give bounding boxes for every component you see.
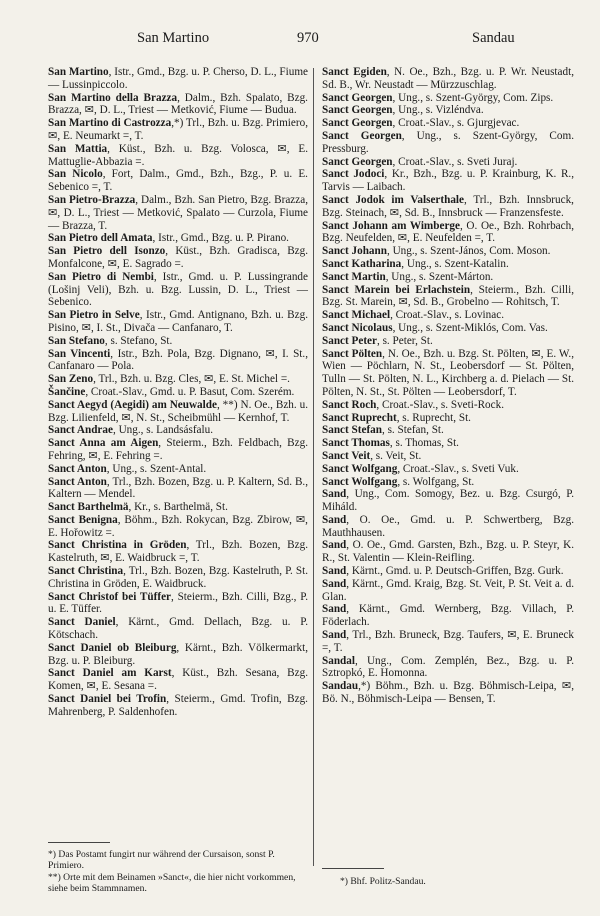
footnote-separator-right [322, 868, 384, 869]
gazetteer-entry: San Martino della Brazza, Dalm., Bzh. Spalato, Bzg. Brazza, ✉, D. L., Triest — Metković, Fiume — Budua. [48, 91, 308, 117]
gazetteer-entry: Sanct Georgen, Croat.-Slav., s. Gjurgjevac. [322, 117, 520, 130]
gazetteer-entry: Sanct Jodok im Valserthale, Trl., Bzh. Innsbruck, Bzg. Steinach, ✉, Sd. B., Innsbruck — Franzensfeste. [322, 193, 574, 219]
gazetteer-entry: Sanct Christina in Gröden, Trl., Bzh. Bozen, Bzg. Kastelruth, ✉, E. Waidbruck =, T. [48, 539, 309, 565]
gazetteer-entry: Sand, Ung., Com. Somogy, Bez. u. Bzg. Csurgó, P. Miháld. [322, 488, 574, 514]
gazetteer-entry: Sanct Anton, Trl., Bzh. Bozen, Bzg. u. P. Kaltern, Sd. B., Kaltern — Mendel. [48, 475, 308, 501]
gazetteer-entry: Sanct Georgen, Croat.-Slav., s. Sveti Juraj. [322, 155, 518, 168]
gazetteer-entry: Sanct Barthelmä, Kr., s. Barthelmä, St. [48, 501, 228, 514]
gazetteer-entry: Sanct Ruprecht, s. Ruprecht, St. [322, 411, 471, 424]
gazetteer-entry: Sanct Johann, Ung., s. Szent-János, Com. Moson. [322, 245, 551, 258]
gazetteer-entry: Sanct Egiden, N. Oe., Bzh., Bzg. u. P. Wr. Neustadt, Sd. B., Wr. Neustadt — Mürzzuschlag. [322, 66, 574, 91]
gazetteer-entry: Sand, Kärnt., Gmd. u. P. Deutsch-Griffen, Bzg. Gurk. [322, 565, 564, 578]
gazetteer-entry: Sanct Christina, Trl., Bzh. Bozen, Bzg. Kastelruth, P. St. Christina in Gröden, E. Waidbruck. [48, 565, 308, 590]
header-left-term: San Martino [137, 30, 210, 46]
gazetteer-entry: Sanct Martin, Ung., s. Szent-Márton. [322, 270, 494, 283]
gazetteer-entry: Sanct Andrae, Ung., s. Landsásfalu. [48, 424, 214, 437]
gazetteer-entry: Sanct Georgen, Ung., s. Vizléndva. [322, 104, 484, 117]
gazetteer-entry: Sanct Nicolaus, Ung., s. Szent-Miklós, Com. Vas. [322, 321, 548, 334]
gazetteer-entry: San Zeno, Trl., Bzh. u. Bzg. Cles, ✉, E. St. Michel =. [48, 373, 290, 386]
gazetteer-entry: Sanct Benigna, Böhm., Bzh. Rokycan, Bzg. Zbirow, ✉, E. Hořowitz =. [48, 513, 308, 539]
gazetteer-entry: Sanct Anna am Aigen, Steierm., Bzh. Feldbach, Bzg. Fehring, ✉, E. Fehring =. [48, 437, 308, 462]
header-right-term: Sandau [472, 30, 515, 46]
page-number: 970 [297, 30, 319, 46]
gazetteer-entry: Sanct Thomas, s. Thomas, St. [322, 437, 459, 450]
gazetteer-entry: San Stefano, s. Stefano, St. [48, 334, 173, 347]
gazetteer-entry: Sanct Christof bei Tüffer, Steierm., Bzh. Cilli, Bzg., P. u. E. Tüffer. [48, 590, 308, 616]
gazetteer-entry: Sand, Kärnt., Gmd. Wernberg, Bzg. Villach, P. Föderlach. [322, 603, 574, 629]
gazetteer-entry: Sanct Wolfgang, s. Wolfgang, St. [322, 475, 475, 488]
gazetteer-entry: San Martino, Istr., Gmd., Bzg. u. P. Cherso, D. L., Fiume — Lussinpiccolo. [48, 66, 308, 91]
gazetteer-entry: Sanct Anton, Ung., s. Szent-Antal. [48, 462, 207, 475]
footnote-separator-left [48, 842, 110, 843]
right-column [322, 66, 574, 706]
gazetteer-entry: Sanct Wolfgang, Croat.-Slav., s. Sveti Vuk. [322, 462, 519, 475]
gazetteer-entry: Sanct Katharina, Ung., s. Szent-Katalin. [322, 257, 509, 270]
gazetteer-entry: San Pietro-Brazza, Dalm., Bzh. San Pietro, Bzg. Brazza, ✉, D. L., Triest — Metković, Spalato — Curzola, Fiume — Brazza, T. [48, 193, 309, 232]
gazetteer-entry: Sanct Daniel am Karst, Küst., Bzh. Sesana, Bzg. Komen, ✉, E. Sesana =. [48, 667, 308, 693]
gazetteer-entry: Sand, O. Oe., Gmd. Garsten, Bzh., Bzg. u. P. Steyr, K. R., St. Valentin — Klein-Reifling. [322, 539, 574, 565]
gazetteer-entry: San Pietro dell Isonzo, Küst., Bzh. Gradisca, Bzg. Monfalcone, ✉, E. Sagrado =. [48, 245, 309, 270]
footnote: **) Orte mit dem Beinamen »Sanct«, die hier nicht vorkommen, siehe beim Stammnamen. [48, 871, 296, 895]
gazetteer-entry: Sand, Kärnt., Gmd. Kraig, Bzg. St. Veit, P. St. Veit a. d. Glan. [322, 577, 574, 603]
gazetteer-entry: Sandau,*) Böhm., Bzh. u. Bzg. Böhmisch-Leipa, ✉, Bö. N., Böhmisch-Leipa — Bensen, T. [322, 680, 574, 706]
gazetteer-entry: Sanct Marein bei Erlachstein, Steierm., Bzh. Cilli, Bzg. St. Marein, ✉, Sd. B., Grobelno — Rohitsch, T. [322, 283, 574, 309]
gazetteer-entry: Šančine, Croat.-Slav., Gmd. u. P. Basut, Com. Szerém. [48, 385, 295, 398]
gazetteer-entry: Sanct Pölten, N. Oe., Bzh. u. Bzg. St. Pölten, ✉, E. W., Wien — Pöchlarn, N. St., Leobersdorf — St. Pölten, Tulln — St. Pölten, N. L., Kirchberg a. d. Pielach — St. Pölten, N. St., St. Pölten — Leobersdorf, T. [322, 347, 574, 398]
gazetteer-entry: Sanct Veit, s. Veit, St. [322, 449, 422, 462]
right-footnotes [340, 876, 574, 887]
gazetteer-entry: Sanct Stefan, s. Stefan, St. [322, 424, 444, 437]
column-divider [313, 68, 314, 866]
gazetteer-entry: San Nicolo, Fort, Dalm., Gmd., Bzh., Bzg., P. u. E. Sebenico =, T. [48, 168, 308, 194]
gazetteer-entry: San Pietro dell Amata, Istr., Gmd., Bzg. u. P. Pirano. [48, 232, 289, 245]
gazetteer-entry: Sanct Roch, Croat.-Slav., s. Sveti-Rock. [322, 398, 504, 411]
gazetteer-entry: Sandal, Ung., Com. Zemplén, Bez., Bzg. u. P. Sztropkó, E. Homonna. [322, 654, 574, 680]
gazetteer-entry: Sand, O. Oe., Gmd. u. P. Schwertberg, Bzg. Mauthhausen. [322, 513, 574, 539]
gazetteer-entry: Sanct Michael, Croat.-Slav., s. Lovinac. [322, 309, 504, 322]
gazetteer-entry: San Pietro di Nembi, Istr., Gmd. u. P. Lussingrande (Lošinj Veli), Bzh. u. Bzg. Lussin, D. L., Triest — Sebenico. [48, 270, 308, 309]
running-header [40, 30, 580, 52]
gazetteer-entry: Sanct Aegyd (Aegidi) am Neuwalde, **) N. Oe., Bzh. u. Bzg. Lilienfeld, ✉, N. St., Scheibmühl — Kernhof, T. [48, 398, 308, 424]
gazetteer-entry: Sanct Georgen, Ung., s. Szent-György, Com. Pressburg. [322, 129, 574, 155]
gazetteer-entry: San Vincenti, Istr., Bzh. Pola, Bzg. Dignano, ✉, I. St., Canfanaro — Pola. [48, 347, 308, 373]
gazetteer-entry: Sanct Jodoci, Kr., Bzh., Bzg. u. P. Krainburg, K. R., Tarvis — Laibach. [322, 168, 574, 194]
left-footnotes [48, 849, 308, 895]
gazetteer-entry: Sanct Johann am Wimberge, O. Oe., Bzh. Rohrbach, Bzg. Neufelden, ✉, E. Neufelden =, T. [322, 219, 574, 245]
gazetteer-entry: Sanct Georgen, Ung., s. Szent-György, Com. Zips. [322, 91, 554, 104]
gazetteer-entry: Sand, Trl., Bzh. Bruneck, Bzg. Taufers, ✉, E. Bruneck =, T. [322, 629, 574, 654]
gazetteer-entry: Sanct Peter, s. Peter, St. [322, 334, 433, 347]
gazetteer-entry: Sanct Daniel bei Trofin, Steierm., Gmd. Trofin, Bzg. Mahrenberg, P. Saldenhofen. [48, 693, 308, 718]
gazetteer-entry: San Mattia, Küst., Bzh. u. Bzg. Volosca, ✉, E. Mattuglie-Abbazia =. [48, 142, 308, 168]
footnote: *) Bhf. Politz-Sandau. [340, 876, 426, 887]
left-column [48, 66, 308, 719]
gazetteer-entry: San Martino di Castrozza,*) Trl., Bzh. u. Bzg. Primiero, ✉, E. Neumarkt =, T. [48, 117, 308, 142]
gazetteer-entry: Sanct Daniel, Kärnt., Gmd. Dellach, Bzg. u. P. Kötschach. [48, 616, 308, 642]
footnote: *) Das Postamt fungirt nur während der Cursaison, sonst P. Primiero. [48, 849, 275, 872]
gazetteer-entry: San Pietro in Selve, Istr., Gmd. Antignano, Bzh. u. Bzg. Pisino, ✉, I. St., Divača — Canfanaro, T. [48, 309, 309, 334]
gazetteer-entry: Sanct Daniel ob Bleiburg, Kärnt., Bzh. Völkermarkt, Bzg. u. P. Bleiburg. [48, 641, 308, 667]
